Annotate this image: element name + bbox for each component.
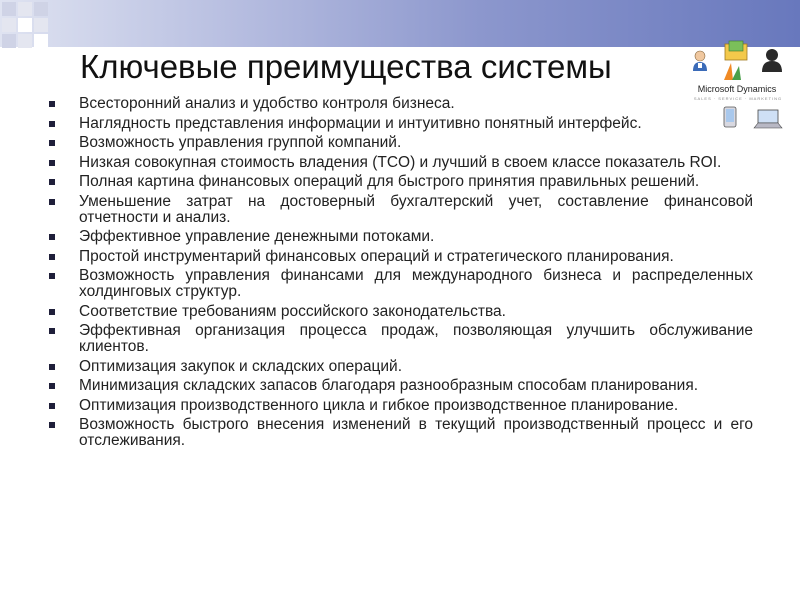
list-item-text: Всесторонний анализ и удобство контроля бизнеса. xyxy=(79,95,455,112)
slide-title: Ключевые преимущества системы xyxy=(80,48,612,85)
list-item xyxy=(45,194,753,226)
square-bullet-icon xyxy=(49,309,55,315)
list-item-text: Возможность управления финансами для международного бизнеса и распределенных холдинговых структур. xyxy=(79,267,753,300)
list-item-text: Наглядность представления информации и интуитивно понятный интерфейс. xyxy=(79,114,642,132)
square-bullet-icon xyxy=(49,179,55,185)
list-item-text: Возможность быстрого внесения изменений в текущий производственный процесс и его отслеживания. xyxy=(79,416,753,449)
folder-icon xyxy=(723,40,749,62)
list-item xyxy=(45,174,753,190)
list-item xyxy=(45,116,753,132)
square-bullet-icon xyxy=(49,364,55,370)
list-item xyxy=(45,96,753,112)
square-bullet-icon xyxy=(49,383,55,389)
header-decoration-bar xyxy=(0,0,800,47)
square-bullet-icon xyxy=(49,101,55,107)
dynamics-mark-icon xyxy=(721,60,743,82)
list-item-text: Полная картина финансовых операций для быстрого принятия правильных решений. xyxy=(79,173,700,190)
list-item xyxy=(45,304,753,320)
list-item xyxy=(45,398,753,414)
list-item-text: Оптимизация производственного цикла и гибкое производственное планирование. xyxy=(79,396,679,414)
square-bullet-icon xyxy=(49,140,55,146)
list-item xyxy=(45,229,753,245)
silhouette-icon xyxy=(761,48,783,72)
square-bullet-icon xyxy=(49,403,55,409)
list-item xyxy=(45,359,753,375)
list-item xyxy=(45,135,753,151)
person-icon xyxy=(691,50,709,72)
list-item-text: Оптимизация закупок и складских операций. xyxy=(79,357,403,375)
list-item xyxy=(45,323,753,355)
logo-text: Microsoft Dynamics xyxy=(697,84,777,94)
list-item xyxy=(45,155,753,171)
list-item-text: Низкая совокупная стоимость владения (TCO) и лучший в своем классе показатель ROI. xyxy=(79,153,722,171)
list-item xyxy=(45,268,753,300)
square-bullet-icon xyxy=(49,422,55,428)
square-bullet-icon xyxy=(49,121,55,127)
list-item-text: Соответствие требованиям российского законодательства. xyxy=(79,302,506,320)
list-item xyxy=(45,378,753,394)
list-item-text: Простой инструментарий финансовых операций и стратегического планирования. xyxy=(79,247,674,265)
list-item xyxy=(45,249,753,265)
list-item-text: Эффективная организация процесса продаж, позволяющая улучшить обслуживание клиентов. xyxy=(79,322,753,355)
list-item-text: Возможность управления группой компаний. xyxy=(79,134,402,151)
square-bullet-icon xyxy=(49,273,55,279)
list-item xyxy=(45,417,753,449)
square-bullet-icon xyxy=(49,199,55,205)
logo-subtitle: SALES · SERVICE · MARKETING xyxy=(693,96,783,101)
list-item-text: Минимизация складских запасов благодаря разнообразным способам планирования. xyxy=(79,377,699,394)
square-bullet-icon xyxy=(49,234,55,240)
square-bullet-icon xyxy=(49,160,55,166)
benefits-list xyxy=(45,96,753,453)
laptop-icon xyxy=(753,108,783,130)
list-item-text: Эффективное управление денежными потоками. xyxy=(79,228,435,245)
square-bullet-icon xyxy=(49,328,55,334)
list-item-text: Уменьшение затрат на достоверный бухгалтерский учет, составление финансовой отчетности и анализ. xyxy=(79,192,753,226)
square-bullet-icon xyxy=(49,254,55,260)
